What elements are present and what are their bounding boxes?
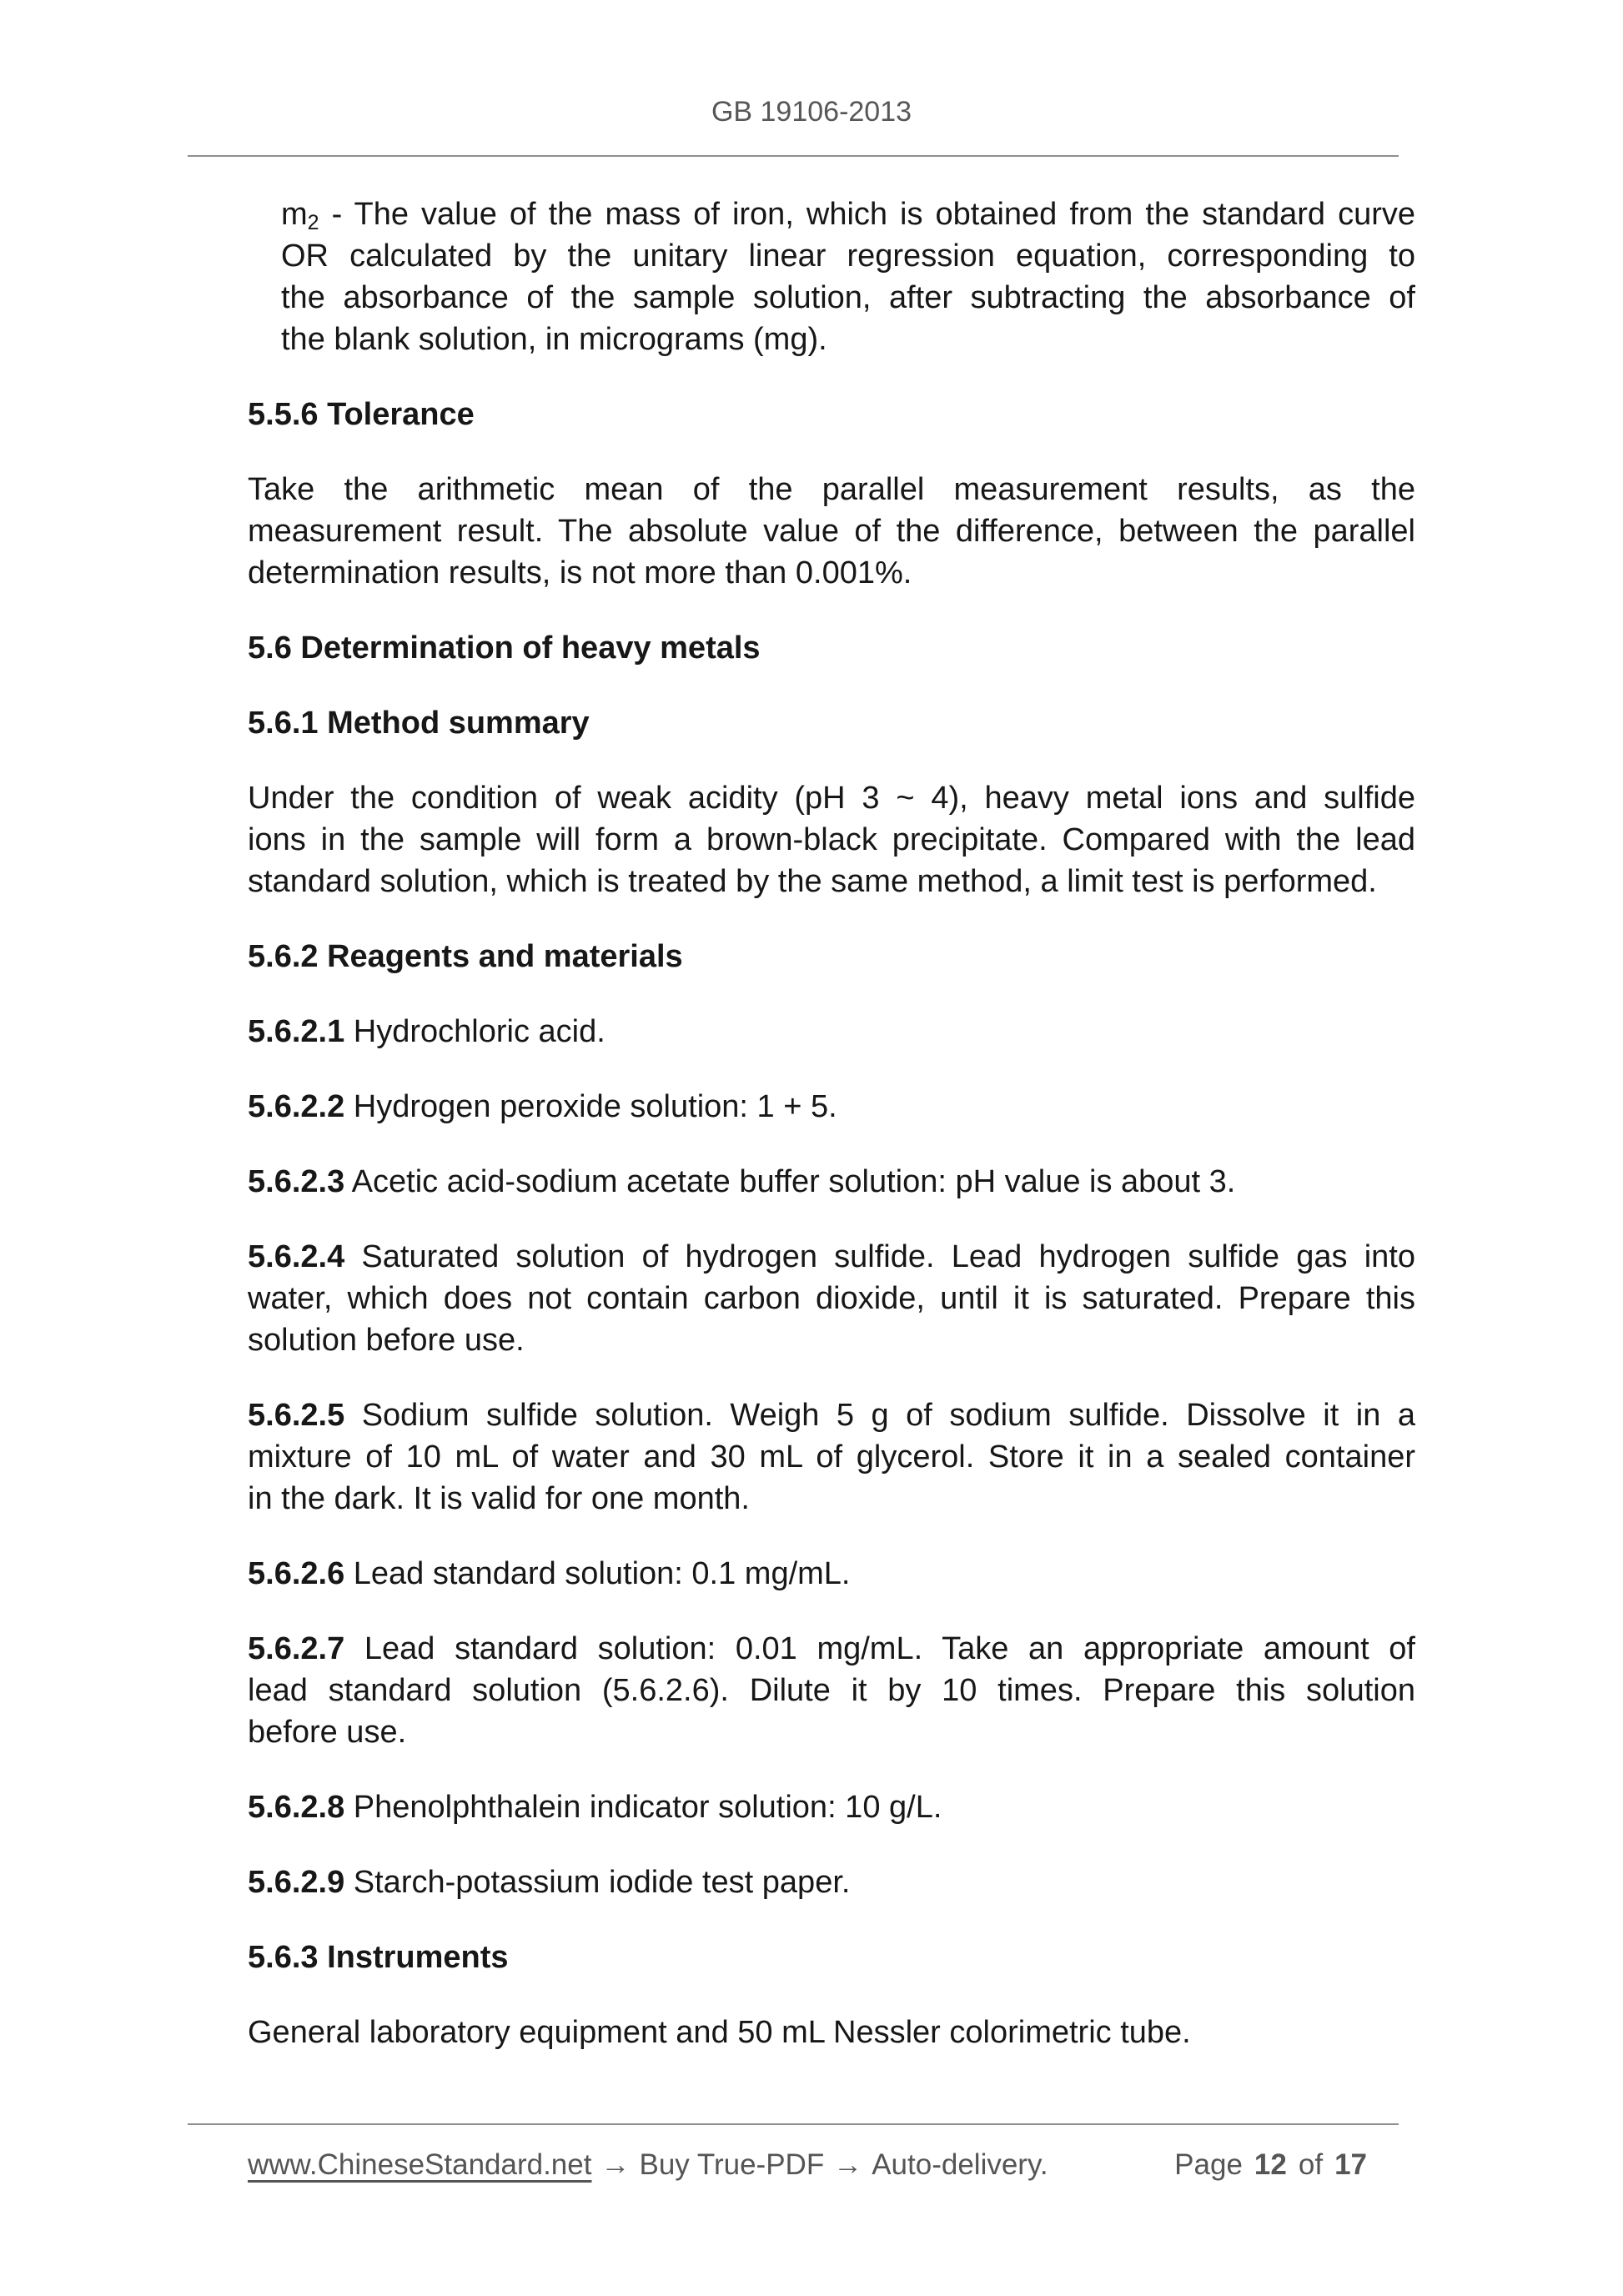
text-line: Take the arithmetic mean of the parallel measurement results, as the: [248, 472, 1415, 507]
reagent-item-5-6-2-7: [248, 1628, 1415, 1753]
clause-text: Phenolphthalein indicator solution: 10 g/L.: [344, 1790, 942, 1825]
reagent-item-5-6-2-9: [248, 1861, 1415, 1903]
text-line: water, which does not contain carbon dioxide, until it is saturated. Prepare this: [248, 1281, 1415, 1316]
clause-text: Saturated solution of hydrogen sulfide. Lead hydrogen sulfide gas into: [344, 1239, 1415, 1274]
clause-text: Hydrogen peroxide solution: 1 + 5.: [344, 1089, 837, 1124]
text-line: [248, 1394, 1415, 1436]
text-line: before use.: [248, 1715, 407, 1750]
reagent-item-5-6-2-3: [248, 1161, 1415, 1203]
text-line: [248, 1236, 1415, 1278]
page-label: Page: [1174, 2148, 1243, 2181]
clause-text: Lead standard solution: 0.01 mg/mL. Take an appropriate amount of: [344, 1631, 1415, 1666]
buy-true-pdf-label: Buy True-PDF: [639, 2148, 825, 2181]
clause-number: 5.6.2.3: [248, 1164, 345, 1199]
arrow-icon: →: [600, 2148, 631, 2181]
heading-5-6-2-reagents: 5.6.2 Reagents and materials: [248, 939, 683, 974]
clause-number: 5.6.2.8: [248, 1790, 345, 1825]
footer-links: [248, 2145, 1048, 2185]
total-pages: 17: [1334, 2148, 1367, 2181]
text-line: solution before use.: [248, 1323, 525, 1358]
text-line: [248, 1161, 1415, 1203]
paragraph-method-summary: [248, 777, 1415, 902]
definition-paragraph-m2: [248, 193, 1415, 360]
clause-number: 5.6.2.7: [248, 1631, 345, 1666]
page-footer: [248, 2145, 1415, 2185]
text-line: in the dark. It is valid for one month.: [248, 1481, 750, 1516]
text-line: measurement result. The absolute value of the difference, between the parallel: [248, 514, 1415, 549]
text-line: standard solution, which is treated by the same method, a limit test is performed.: [248, 864, 1377, 899]
clause-text: Acetic acid-sodium acetate buffer solution: pH value is about 3.: [344, 1164, 1236, 1199]
heading-5-6-1-method-summary: 5.6.1 Method summary: [248, 706, 590, 741]
clause-number: 5.6.2.2: [248, 1089, 345, 1124]
heading-5-5-6-tolerance: 5.5.6 Tolerance: [248, 397, 475, 432]
text-line: [248, 1086, 1415, 1128]
document-content: [248, 193, 1415, 2087]
text-line: Under the condition of weak acidity (pH 3 ~ 4), heavy metal ions and sulfide: [248, 781, 1415, 816]
of-label: of: [1298, 2148, 1324, 2181]
text-line: OR calculated by the unitary linear regression equation, corresponding to: [281, 239, 1415, 274]
reagent-item-5-6-2-8: [248, 1786, 1415, 1828]
clause-text: Hydrochloric acid.: [344, 1014, 605, 1049]
page-number: 12: [1254, 2148, 1287, 2181]
text-line: [248, 1011, 1415, 1053]
text-line: [281, 193, 1415, 235]
standard-number-header: GB 19106-2013: [711, 96, 912, 128]
arrow-icon: →: [833, 2148, 863, 2181]
text-line: General laboratory equipment and 50 mL Nessler colorimetric tube.: [248, 2015, 1191, 2050]
text-line: determination results, is not more than 0.001%.: [248, 555, 912, 590]
symbol-m: m: [281, 197, 308, 232]
clause-text: Sodium sulfide solution. Weigh 5 g of sodium sulfide. Dissolve it in a: [344, 1398, 1415, 1433]
text-line: the blank solution, in micrograms (mg).: [281, 322, 827, 357]
clause-number: 5.6.2.1: [248, 1014, 345, 1049]
page-indicator: [1174, 2145, 1415, 2185]
reagent-item-5-6-2-5: [248, 1394, 1415, 1520]
heading-5-6-3-instruments: 5.6.3 Instruments: [248, 1940, 509, 1975]
paragraph-instruments: [248, 2012, 1415, 2053]
text-line: [248, 1553, 1415, 1595]
clause-number: 5.6.2.5: [248, 1398, 345, 1433]
paragraph-tolerance: [248, 469, 1415, 594]
text-line: [248, 1786, 1415, 1828]
text-line: lead standard solution (5.6.2.6). Dilute it by 10 times. Prepare this solution: [248, 1673, 1415, 1708]
text-line: [248, 1628, 1415, 1670]
auto-delivery-label: Auto-delivery.: [872, 2148, 1048, 2181]
clause-number: 5.6.2.4: [248, 1239, 345, 1274]
definition-text: - The value of the mass of iron, which is obtained from the standard curve: [319, 197, 1415, 232]
website-link[interactable]: www.ChineseStandard.net: [248, 2148, 592, 2181]
text-line: mixture of 10 mL of water and 30 mL of glycerol. Store it in a sealed container: [248, 1439, 1415, 1475]
reagent-item-5-6-2-4: [248, 1236, 1415, 1361]
clause-text: Lead standard solution: 0.1 mg/mL.: [344, 1556, 851, 1591]
reagent-item-5-6-2-2: [248, 1086, 1415, 1128]
footer-divider: [188, 2123, 1399, 2125]
symbol-m-subscript: 2: [307, 211, 319, 234]
text-line: [248, 1861, 1415, 1903]
reagent-item-5-6-2-1: [248, 1011, 1415, 1053]
clause-text: Starch-potassium iodide test paper.: [344, 1865, 851, 1900]
header-divider: [188, 155, 1399, 157]
text-line: ions in the sample will form a brown-black precipitate. Compared with the lead: [248, 822, 1415, 857]
heading-5-6-heavy-metals: 5.6 Determination of heavy metals: [248, 631, 761, 666]
clause-number: 5.6.2.6: [248, 1556, 345, 1591]
text-line: the absorbance of the sample solution, after subtracting the absorbance of: [281, 280, 1415, 315]
reagent-item-5-6-2-6: [248, 1553, 1415, 1595]
clause-number: 5.6.2.9: [248, 1865, 345, 1900]
